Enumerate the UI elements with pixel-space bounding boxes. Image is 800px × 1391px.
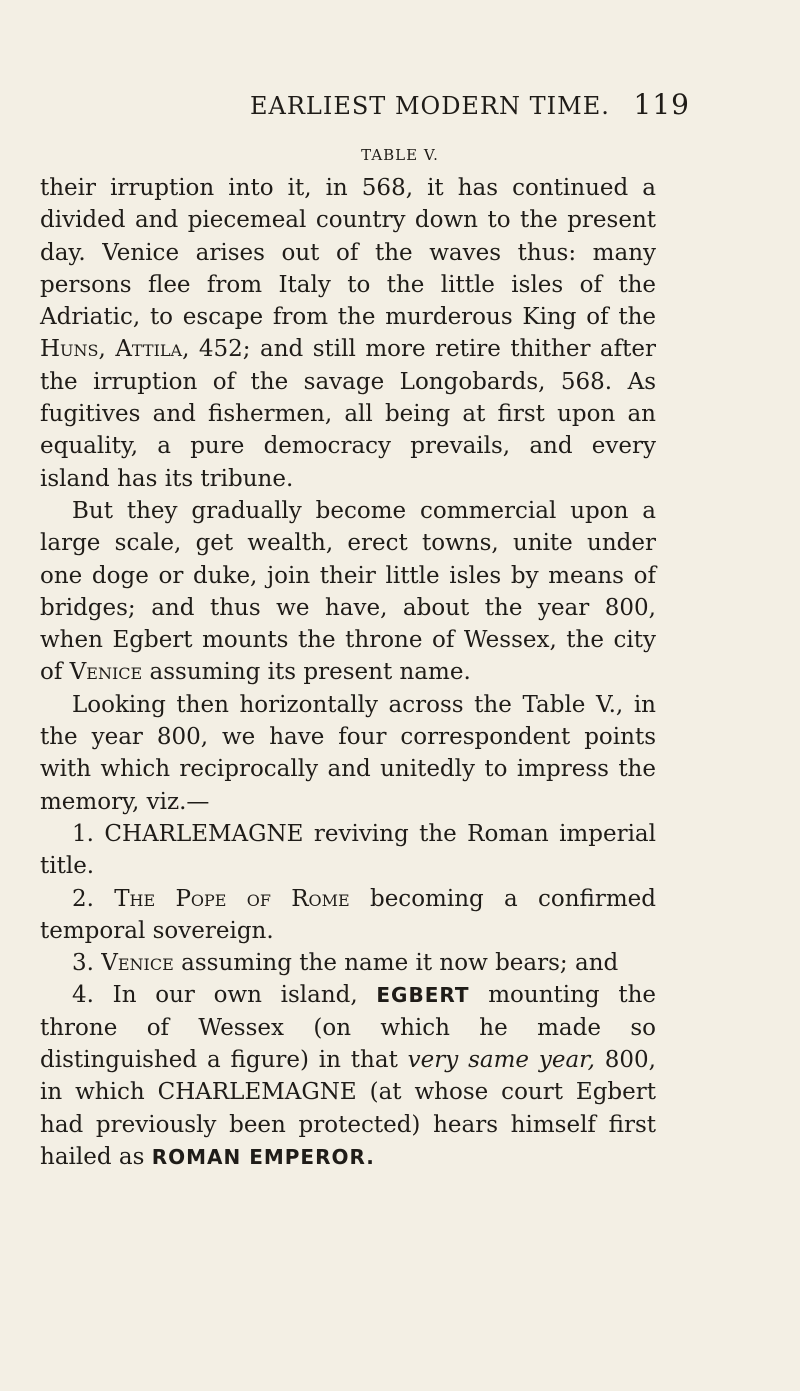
venice-name: Venice [101,950,174,977]
roman-emperor-title: ROMAN EMPEROR. [151,1144,375,1169]
item-text: 800, in which [40,1047,656,1106]
emphasis-text: very same year, [407,1047,595,1074]
item-text: assuming the name it now bears; and [173,950,619,977]
paragraph-text: But they gradually become commercial upon a large scale, get wealth, erect towns, unite under one doge or duke, join their little isles by means of bridges; and thus we have, about the year 800, when Egbert mounts the throne of Wessex, the city of [40,497,656,686]
list-item-4 [40,979,656,1173]
list-item-3 [40,947,656,979]
list-item-1 [40,818,656,883]
item-text: mounting the throne of Wessex (on which he made so distinguished a figure) in that [40,982,656,1074]
paragraph-table-intro: Looking then horizontally across the Table V., in the year 800, we have four correspondent points with which reciprocally and unitedly to impress the memory, viz.— [40,691,656,815]
item-number: 2. [72,885,94,912]
table-label: TABLE V. [361,146,439,164]
item-number: 4. [72,982,94,1009]
attila-name: Attila [115,336,183,363]
item-number: 3. [72,950,94,977]
pope-name: The Pope of Rome [114,885,350,912]
item-text: becoming a confirmed temporal sovereign. [40,885,656,944]
item-text: reviving the Roman imperial title. [40,820,656,880]
paragraph-text: their irruption into it, in 568, it has continued a divided and piecemeal country down to the present day. Venice arises out of the waves thus: many persons flee from Italy to the little isles of the Adriatic, to escape from the murderous King of the [40,175,656,331]
item-text: (at whose court Egbert had previously been protected) hears himself first hailed as [40,1079,656,1170]
paragraph-text: assuming its present name. [142,659,471,686]
page-number: 119 [633,88,690,121]
huns-name: Huns [40,336,99,363]
item-number: 1. [72,820,94,847]
item-text: In our own island, [93,982,377,1009]
charlemagne-name: CHARLEMAGNE [104,820,304,847]
paragraph-text: , 452; and still more retire thither after the irruption of the savage Longobards, 568. As fugitives and fishermen, all being at first upon an equality, a pure democracy prevails, and every island has its tribune. [40,336,656,492]
egbert-name: EGBERT [376,983,470,1008]
body-text [40,172,656,1173]
paragraph-venice-origin [40,172,656,495]
paragraph-venice-growth [40,495,656,689]
venice-name: Venice [69,659,143,686]
paragraph-text: , [98,336,116,363]
running-title: EARLIEST MODERN TIME. [250,92,610,120]
charlemagne-name: CHARLEMAGNE [157,1079,357,1106]
list-item-2 [40,883,656,948]
